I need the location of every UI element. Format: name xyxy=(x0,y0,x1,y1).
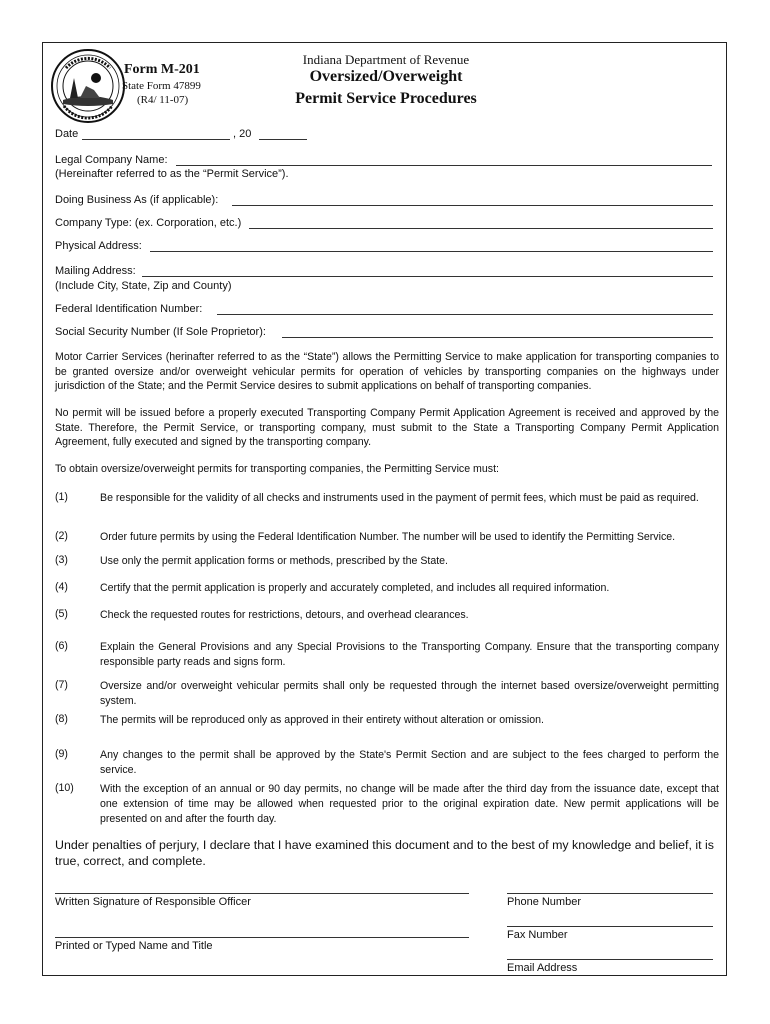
item-text: Check the requested routes for restrictions, detours, and overhead clearances. xyxy=(100,609,469,621)
fein-field[interactable] xyxy=(217,314,713,315)
item-text: Use only the permit application forms or methods, prescribed by the State. xyxy=(100,555,448,567)
dba-label: Doing Business As (if applicable): xyxy=(55,194,219,206)
item-number: (9) xyxy=(55,748,68,760)
perjury-declaration: Under penalties of perjury, I declare that I have examined this document and to the best of my knowledge and belief, it is true, correct, and complete. xyxy=(55,838,714,868)
item-text: The permits will be reproduced only as approved in their entirety without alteration or omission. xyxy=(100,714,544,726)
form-title-line1: Oversized/Overweight xyxy=(309,68,463,85)
item-text: Certify that the permit application is properly and accurately completed, and includes all required information. xyxy=(100,582,610,594)
legal-name-label: Legal Company Name: xyxy=(55,154,168,166)
item-number: (10) xyxy=(55,782,74,794)
company-type-field[interactable] xyxy=(249,228,713,229)
legal-name-field[interactable] xyxy=(176,165,712,166)
item-number: (4) xyxy=(55,581,68,593)
paragraph-no-permit: No permit will be issued before a properly executed Transporting Company Permit Application Agreement is received and approved by the State. Therefore, the Permit Service, or transporting company, must submit to the State a Transporting Company Permit Application Agreement, fully executed and signed by the transporting company. xyxy=(55,407,719,449)
company-type-label: Company Type: (ex. Corporation, etc.) xyxy=(55,217,242,229)
item-number: (6) xyxy=(55,640,68,652)
date-year-prefix: , 20 xyxy=(233,128,252,140)
form-number: Form M-201 xyxy=(124,62,200,77)
item-number: (2) xyxy=(55,530,68,542)
ssn-field[interactable] xyxy=(282,337,713,338)
year-field[interactable] xyxy=(259,139,307,140)
department-name: Indiana Department of Revenue xyxy=(302,52,470,67)
item-text: Be responsible for the validity of all checks and instruments used in the payment of permit fees, which must be paid as required. xyxy=(100,492,699,504)
date-field[interactable] xyxy=(82,139,230,140)
dba-field[interactable] xyxy=(232,205,713,206)
item-text: Any changes to the permit shall be approved by the State's Permit Section and are subject to the fees charged to perform the service. xyxy=(100,749,719,776)
state-seal-icon xyxy=(50,48,126,124)
item-text: Order future permits by using the Federal Identification Number. The number will be used to identify the Permitting Service. xyxy=(100,531,676,543)
item-text: With the exception of an annual or 90 day permits, no change will be made after the third day from the issuance date, except that one extension of time may be allowed when requested prior to the original expiration date. New permit applications will be presented on and after the fourth day. xyxy=(100,783,719,825)
fein-label: Federal Identification Number: xyxy=(55,303,203,315)
email-field[interactable] xyxy=(507,959,713,960)
physical-address-field[interactable] xyxy=(150,251,713,252)
name-title-field[interactable] xyxy=(55,937,469,938)
mailing-address-field[interactable] xyxy=(142,276,713,277)
item-number: (3) xyxy=(55,554,68,566)
item-number: (7) xyxy=(55,679,68,691)
date-label: Date xyxy=(55,128,79,140)
item-number: (8) xyxy=(55,713,68,725)
form-revision: (R4/ 11-07) xyxy=(137,94,189,106)
name-title-label: Printed or Typed Name and Title xyxy=(55,940,213,952)
item-text: Explain the General Provisions and any Special Provisions to the Transporting Company. Ensure that the transporting company responsible party reads and signs form. xyxy=(100,641,719,668)
email-label: Email Address xyxy=(507,962,578,974)
item-text: Oversize and/or overweight vehicular permits shall only be requested through the internet based oversize/overweight permitting system. xyxy=(100,680,719,707)
item-number: (5) xyxy=(55,608,68,620)
legal-name-note: (Hereinafter referred to as the “Permit Service”). xyxy=(55,168,289,180)
officer-signature-label: Written Signature of Responsible Officer xyxy=(55,896,251,908)
phone-label: Phone Number xyxy=(507,896,581,908)
paragraph-motor-carrier: Motor Carrier Services (herinafter referred to as the “State”) allows the Permitting Service to make application for transporting companies to be granted oversize and/or overweight vehicular permits for operation of vehicles by transporting companies on the highways under jurisdiction of the State; and the Permit Service desires to submit applications on behalf of transporting companies. xyxy=(55,351,719,393)
form-border xyxy=(42,42,727,976)
item-number: (1) xyxy=(55,491,68,503)
form-title-line2: Permit Service Procedures xyxy=(295,90,477,107)
state-form-number: State Form 47899 xyxy=(122,80,201,92)
fax-label: Fax Number xyxy=(507,929,568,941)
phone-field[interactable] xyxy=(507,893,713,894)
officer-signature-field[interactable] xyxy=(55,893,469,894)
intro-paragraph: To obtain oversize/overweight permits for transporting companies, the Permitting Service must: xyxy=(55,463,499,475)
ssn-label: Social Security Number (If Sole Proprietor): xyxy=(55,326,266,338)
mailing-address-label: Mailing Address: xyxy=(55,265,136,277)
mailing-address-note: (Include City, State, Zip and County) xyxy=(55,280,232,292)
fax-field[interactable] xyxy=(507,926,713,927)
physical-address-label: Physical Address: xyxy=(55,240,142,252)
